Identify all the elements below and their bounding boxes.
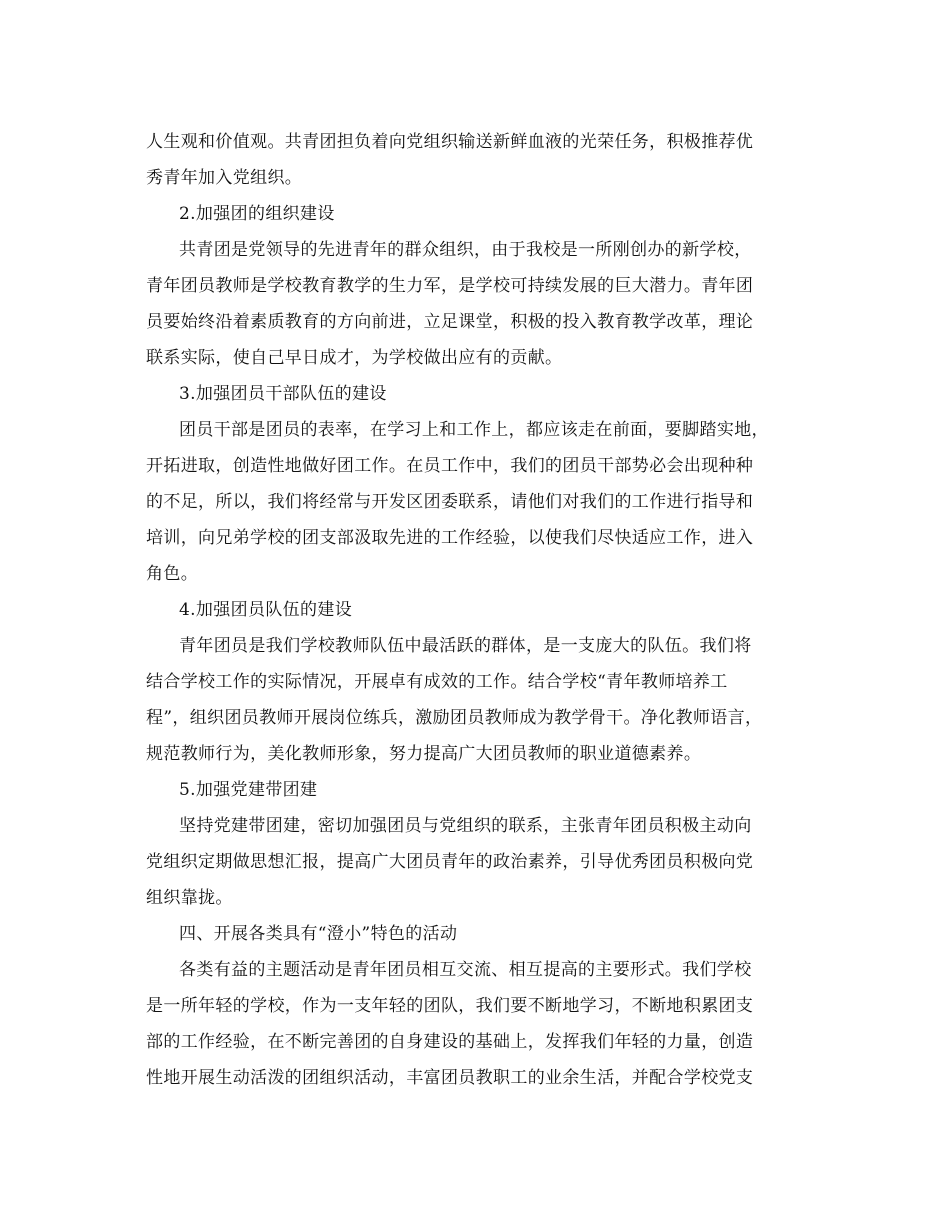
- text-line: 组织靠拢。: [146, 888, 233, 908]
- text-line: 各类有益的主题活动是青年团员相互交流、相互提高的主要形式。我们学校: [179, 960, 752, 980]
- text-line: 青年团员是我们学校教师队伍中最活跃的群体，是一支庞大的队伍。我们将: [179, 636, 752, 656]
- text-line: 程”，组织团员教师开展岗位练兵，激励团员教师成为教学骨干。净化教师语言，: [146, 708, 763, 728]
- text-line: 党组织定期做思想汇报，提高广大团员青年的政治素养，引导优秀团员积极向党: [146, 852, 754, 872]
- text-line: 3.加强团员干部队伍的建设: [179, 384, 387, 404]
- text-line: 部的工作经验，在不断完善团的自身建设的基础上，发挥我们年轻的力量，创造: [146, 1032, 754, 1052]
- text-line: 共青团是党领导的先进青年的群众组织，由于我校是一所刚创办的新学校，: [179, 240, 752, 260]
- text-line: 团员干部是团员的表率，在学习上和工作上，都应该走在前面，要脚踏实地，: [179, 420, 769, 440]
- text-line: 2.加强团的组织建设: [179, 204, 335, 224]
- text-line: 开拓进取，创造性地做好团工作。在员工作中，我们的团员干部势必会出现种种: [146, 456, 754, 476]
- text-line: 4.加强团员队伍的建设: [179, 600, 353, 620]
- text-line: 联系实际，使自己早日成才，为学校做出应有的贡献。: [146, 348, 563, 368]
- text-line: 结合学校工作的实际情况，开展卓有成效的工作。结合学校“青年教师培养工: [146, 672, 728, 692]
- text-line: 四、开展各类具有“澄小”特色的活动: [179, 924, 458, 944]
- text-line: 性地开展生动活泼的团组织活动，丰富团员教职工的业余生活，并配合学校党支: [146, 1068, 754, 1088]
- text-line: 坚持党建带团建，密切加强团员与党组织的联系，主张青年团员积极主动向: [179, 816, 752, 836]
- text-line: 的不足，所以，我们将经常与开发区团委联系，请他们对我们的工作进行指导和: [146, 492, 754, 512]
- text-line: 青年团员教师是学校教育教学的生力军，是学校可持续发展的巨大潜力。青年团: [146, 276, 754, 296]
- text-line: 培训，向兄弟学校的团支部汲取先进的工作经验，以使我们尽快适应工作，进入: [146, 528, 754, 548]
- text-line: 是一所年轻的学校，作为一支年轻的团队，我们要不断地学习，不断地积累团支: [146, 996, 754, 1016]
- text-line: 5.加强党建带团建: [179, 780, 318, 800]
- document-page: [146, 124, 806, 1096]
- text-line: 员要始终沿着素质教育的方向前进，立足课堂，积极的投入教育教学改革，理论: [146, 312, 754, 332]
- text-line: 秀青年加入党组织。: [146, 168, 303, 188]
- text-line: 角色。: [146, 564, 199, 584]
- text-line: 人生观和价值观。共青团担负着向党组织输送新鲜血液的光荣任务，积极推荐优: [146, 132, 754, 152]
- text-line: 规范教师行为，美化教师形象，努力提高广大团员教师的职业道德素养。: [146, 744, 702, 764]
